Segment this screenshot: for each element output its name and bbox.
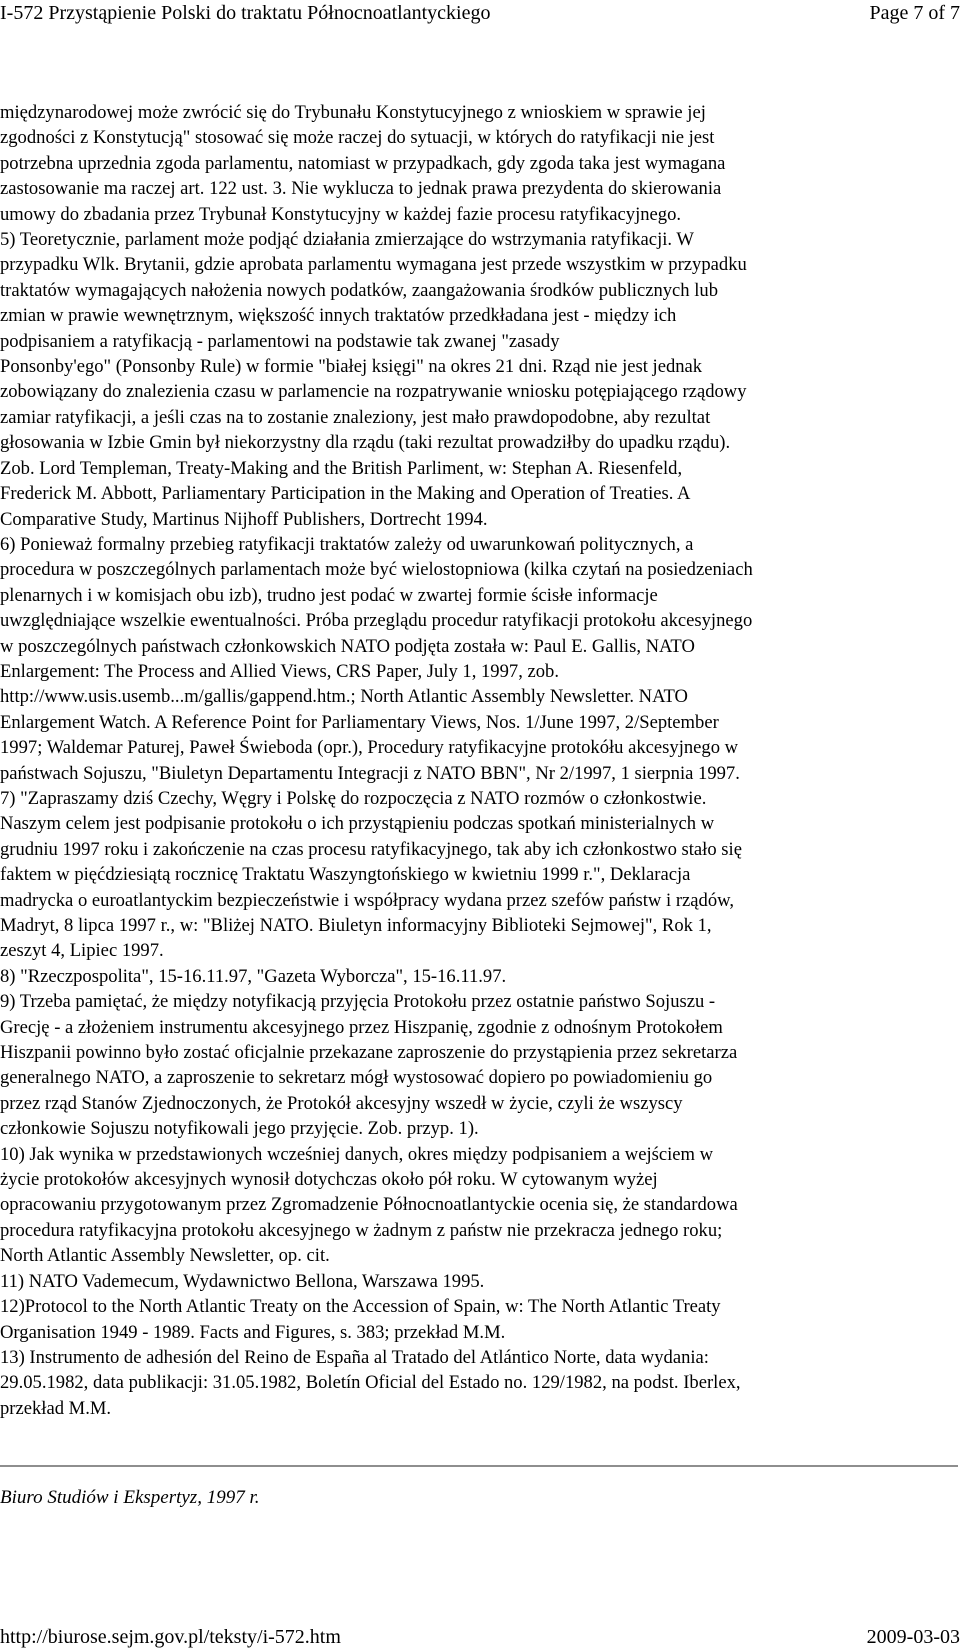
footnote-13: 13) Instrumento de adhesión del Reino de España al Tratado del Atlántico Norte, data wydania: 29.05.1982, data publikacji: 31.05.1982, Boletín Oficial del Estado no. 129/1982, na podst. Iberlex, przekład M.M. (0, 1346, 741, 1419)
footnote-12: 12)Protocol to the North Atlantic Treaty on the Accession of Spain, w: The North Atlantic Treaty Organisation 1949 - 1989. Facts and Figures, s. 383; przekład M.M. (0, 1296, 721, 1343)
footnote-9: 9) Trzeba pamiętać, że między notyfikacją przyjęcia Protokołu przez ostatnie państwo Sojuszu - Grecję - a złożeniem instrumentu akcesyjnego przez Hiszpanię, zgodnie z odnośnym Protokołem Hiszpanii powinno było zostać oficjalnie przekazane zaproszenie do przystąpienia przez sekretarza generalnego NATO, a zaproszenie to sekretarz mógł wystosować dopiero po powiadomieniu go przez rząd Stanów Zjednoczonych, że Protokół akcesyjny wszedł w życie, czyli że wszyscy członkowie Sojuszu notyfikowali jego przyjęcie. Zob. przyp. 1). (0, 991, 738, 1140)
source-url: http://biurose.sejm.gov.pl/teksty/i-572.htm (0, 1626, 341, 1648)
footnote-5: 5) Teoretycznie, parlament może podjąć działania zmierzające do wstrzymania ratyfikacji. W przypadku Wlk. Brytanii, gdzie aprobata parlamentu wymagana jest przede wszystkim w przypadku traktatów wymagających nałożenia nowych podatków, zaangażowania środków publicznych lub zmian w prawie wewnętrznym, większość innych traktatów przedkładana jest - między ich podpisaniem a ratyfikacją - parlamentowi na podstawie tak zwanej "zasady Ponsonby'ego" (Ponsonby Rule) w formie "białej księgi" na okres 21 dni. Rząd nie jest jednak zobowiązany do znalezienia czasu w parlamencie na rozpatrywanie wniosku potępiającego rządowy zamiar ratyfikacji, a jeśli czas na to zostanie znaleziony, jest mało prawdopodobne, aby rezultat głosowania w Izbie Gmin był niekorzystny dla rządu (taki rezultat prowadziłby do upadku rządu). Zob. Lord Templeman, Treaty-Making and the British Parliment, w: Stephan A. Riesenfeld, Frederick M. Abbott, Parliamentary Participation in the Making and Operation of Treaties. A Comparative Study, Martinus Nijhoff Publishers, Dortrecht 1994. (0, 229, 747, 530)
footnote-8: 8) "Rzeczpospolita", 15-16.11.97, "Gazeta Wyborcza", 15-16.11.97. (0, 965, 507, 987)
document-title: I-572 Przystąpienie Polski do traktatu Północnoatlantyckiego (0, 2, 491, 24)
footnote-continuation: międzynarodowej może zwrócić się do Trybunału Konstytucyjnego z wnioskiem w sprawie jej zgodności z Konstytucją" stosować się może raczej do sytuacji, w których do ratyfikacji nie jest potrzebna uprzednia zgoda parlamentu, natomiast w przypadkach, gdy zgoda taka jest wymagana zastosowanie ma raczej art. 122 ust. 3. Nie wyklucza to jednak prawa prezydenta do skierowania umowy do zbadania przez Trybunał Konstytucyjny w każdej fazie procesu ratyfikacyjnego. (0, 102, 726, 225)
footnotes-section (0, 100, 958, 1421)
page-footer (0, 1624, 960, 1650)
print-date: 2009-03-03 (866, 1626, 960, 1648)
footnote-11: 11) NATO Vademecum, Wydawnictwo Bellona, Warszawa 1995. (0, 1270, 485, 1292)
horizontal-rule (0, 1465, 958, 1467)
signature: Biuro Studiów i Ekspertyz, 1997 r. (0, 1487, 260, 1508)
footnote-10: 10) Jak wynika w przedstawionych wcześniej danych, okres między podpisaniem a wejściem w życie protokołów akcesyjnych wynosił dotychczas około pół roku. W cytowanym wyżej opracowaniu przygotowanym przez Zgromadzenie Północnoatlantyckie ocenia się, że standardowa procedura ratyfikacyjna protokołu akcesyjnego w żadnym z państw nie przekracza jednego roku; North Atlantic Assembly Newsletter, op. cit. (0, 1143, 738, 1267)
footnote-7: 7) "Zapraszamy dziś Czechy, Węgry i Polskę do rozpoczęcia z NATO rozmów o członkostwie. Naszym celem jest podpisanie protokołu o ich przystąpieniu podczas spotkań ministerialnych w grudniu 1997 roku i zakończenie na czas procesu ratyfikacyjnego, tak aby ich członkostwo stało się faktem w pięćdziesiątą rocznicę Traktatu Waszyngtońskiego w kwietniu 1999 r.", Deklaracja madrycka o euroatlantyckim bezpieczeństwie i współpracy wydana przez szefów państw i rządów, Madryt, 8 lipca 1997 r., w: "Bliżej NATO. Biuletyn informacyjny Biblioteki Sejmowej", Rok 1, zeszyt 4, Lipiec 1997. (0, 787, 742, 962)
page-number: Page 7 of 7 (869, 2, 960, 24)
page-header (0, 0, 960, 26)
footnote-6: 6) Ponieważ formalny przebieg ratyfikacji traktatów zależy od uwarunkowań politycznych, a procedura w poszczególnych parlamentach może być wielostopniowa (kilka czytań na posiedzeniach plenarnych i w komisjach obu izb), trudno jest podać w zwartej formie ścisłe informacje uwzględniające wszelkie ewentualności. Próba przeglądu procedur ratyfikacji protokołu akcesyjnego w poszczególnych państwach członkowskich NATO podjęta została w: Paul E. Gallis, NATO Enlargement: The Process and Allied Views, CRS Paper, July 1, 1997, zob. http://www.usis.usemb...m/gallis/gappend.htm.; North Atlantic Assembly Newsletter. NATO Enlargement Watch. A Reference Point for Parliamentary Views, Nos. 1/June 1997, 2/September 1997; Waldemar Paturej, Paweł Świeboda (opr.), Procedury ratyfikacyjne protokółu akcesyjnego w państwach Sojuszu, "Biuletyn Departamentu Integracji z NATO BBN", Nr 2/1997, 1 sierpnia 1997. (0, 533, 753, 784)
